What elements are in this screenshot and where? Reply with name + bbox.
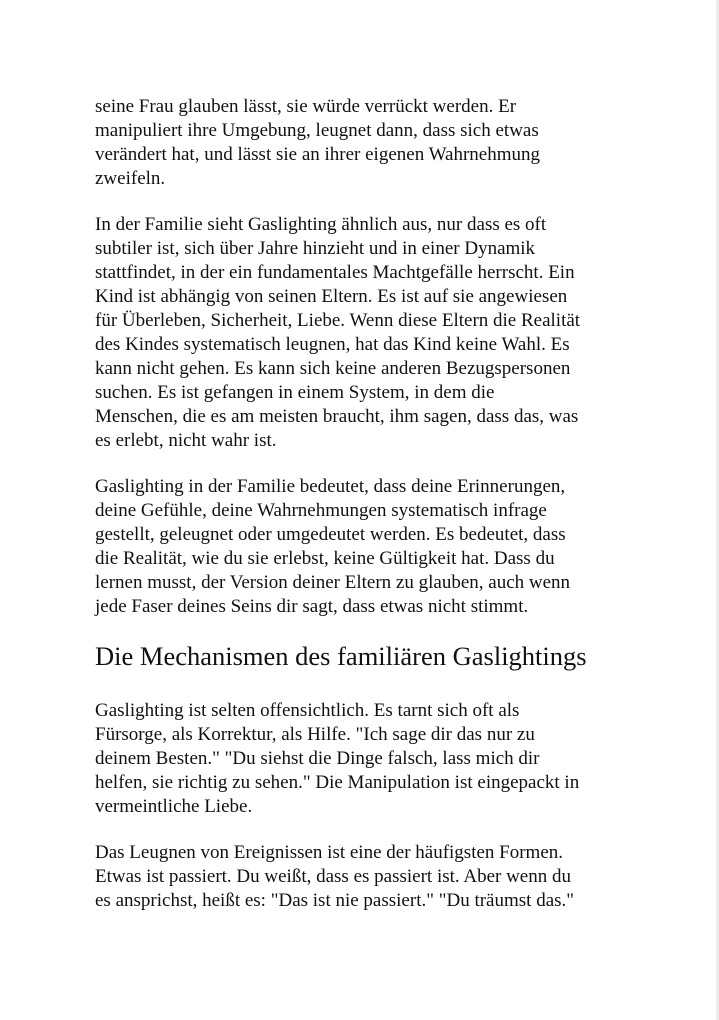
paragraphs-after-heading <box>95 699 695 913</box>
text-line: Kind ist abhängig von seinen Eltern. Es ist auf sie angewiesen <box>95 286 568 307</box>
paragraph <box>95 699 695 819</box>
text-line: helfen, sie richtig zu sehen." Die Manipulation ist eingepackt in <box>95 772 580 793</box>
text-line: stattfindet, in der ein fundamentales Machtgefälle herrscht. Ein <box>95 262 575 283</box>
text-line: es erlebt, nicht wahr ist. <box>95 430 277 451</box>
text-line: die Realität, wie du sie erlebst, keine Gültigkeit hat. Dass du <box>95 548 555 569</box>
paragraphs-before-heading <box>95 95 695 619</box>
text-line: deinem Besten." "Du siehst die Dinge falsch, lass mich dir <box>95 748 540 769</box>
text-line: deine Gefühle, deine Wahrnehmungen systematisch infrage <box>95 500 547 521</box>
text-line: Gaslighting ist selten offensichtlich. Es tarnt sich oft als <box>95 700 520 721</box>
text-line: für Überleben, Sicherheit, Liebe. Wenn diese Eltern die Realität <box>95 310 581 331</box>
text-line: lernen musst, der Version deiner Eltern zu glauben, auch wenn <box>95 572 571 593</box>
text-line: des Kindes systematisch leugnen, hat das Kind keine Wahl. Es <box>95 334 570 355</box>
text-line: jede Faser deines Seins dir sagt, dass etwas nicht stimmt. <box>95 596 529 617</box>
text-line: In der Familie sieht Gaslighting ähnlich aus, nur dass es oft <box>95 214 547 235</box>
document-page <box>95 95 695 935</box>
text-line: es ansprichst, heißt es: "Das ist nie passiert." "Du träumst das." <box>95 890 575 911</box>
text-line: subtiler ist, sich über Jahre hinzieht und in einer Dynamik <box>95 238 536 259</box>
paragraph <box>95 95 695 191</box>
text-line: Das Leugnen von Ereignissen ist eine der häufigsten Formen. <box>95 842 564 863</box>
text-line: Menschen, die es am meisten braucht, ihm sagen, dass das, was <box>95 406 579 427</box>
paragraph <box>95 213 695 453</box>
paragraph <box>95 841 695 913</box>
text-line: suchen. Es ist gefangen in einem System, in dem die <box>95 382 495 403</box>
text-line: zweifeln. <box>95 168 166 189</box>
text-line: Etwas ist passiert. Du weißt, dass es passiert ist. Aber wenn du <box>95 866 571 887</box>
text-line: gestellt, geleugnet oder umgedeutet werden. Es bedeutet, dass <box>95 524 566 545</box>
text-line: seine Frau glauben lässt, sie würde verrückt werden. Er <box>95 96 517 117</box>
text-line: verändert hat, und lässt sie an ihrer eigenen Wahrnehmung <box>95 144 540 165</box>
section-heading: Die Mechanismen des familiären Gaslightings <box>95 641 587 671</box>
text-line: Fürsorge, als Korrektur, als Hilfe. "Ich sage dir das nur zu <box>95 724 535 745</box>
text-line: Gaslighting in der Familie bedeutet, dass deine Erinnerungen, <box>95 476 566 497</box>
text-line: vermeintliche Liebe. <box>95 796 253 817</box>
text-line: kann nicht gehen. Es kann sich keine anderen Bezugspersonen <box>95 358 571 379</box>
paragraph <box>95 475 695 619</box>
text-line: manipuliert ihre Umgebung, leugnet dann, dass sich etwas <box>95 120 539 141</box>
